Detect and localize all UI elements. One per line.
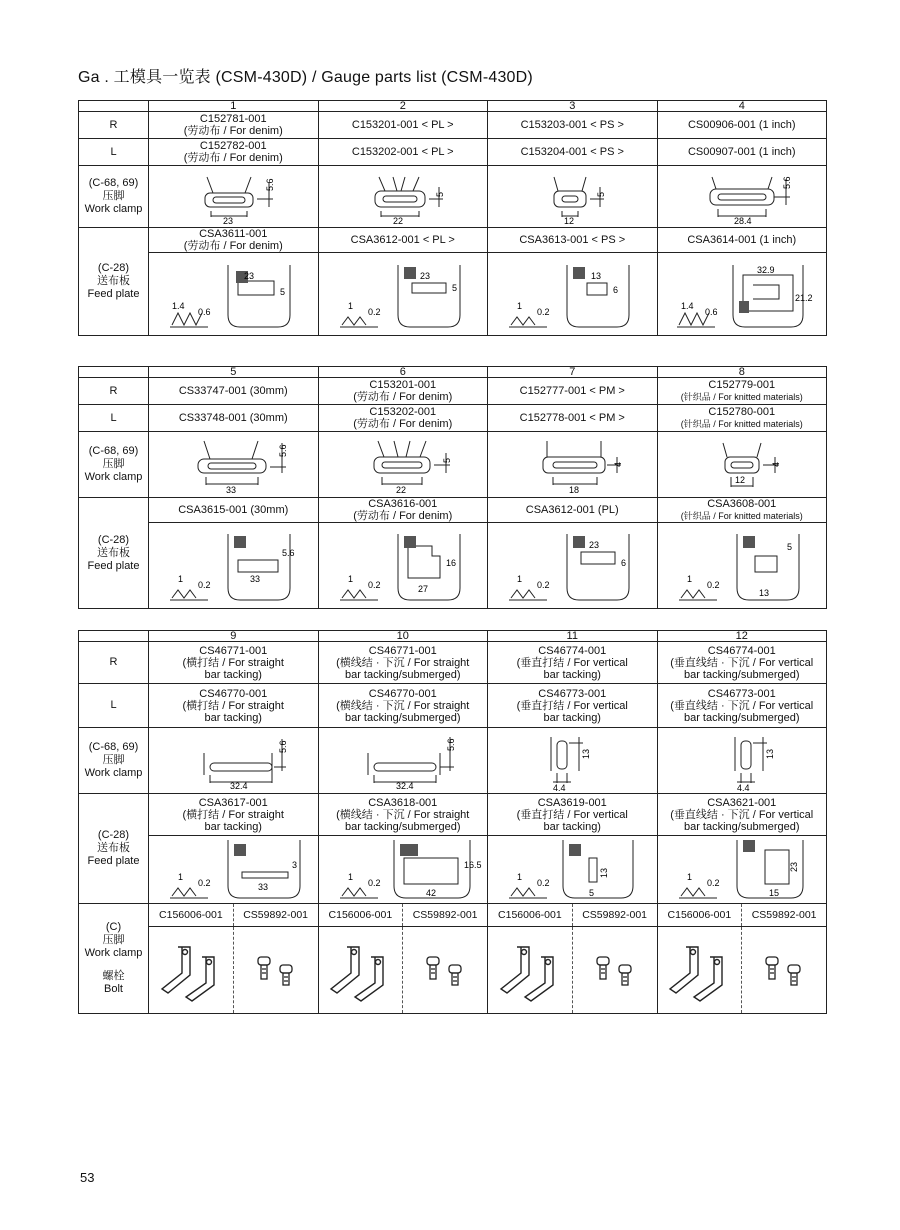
part-code-cell: C153201-001 < PL >: [318, 112, 488, 139]
column-number: 1: [149, 101, 319, 112]
work-clamp-row: [79, 728, 827, 794]
row-label-r: R: [79, 642, 149, 684]
svg-text:16: 16: [445, 557, 456, 568]
row-label-l: L: [79, 684, 149, 728]
feed-plate-diagram: [328, 838, 482, 902]
svg-text:33: 33: [226, 484, 237, 495]
bolt-drawing-cell: [657, 927, 827, 1014]
row-label-feed-plate: (C-28) 送布板 Feed plate: [79, 794, 149, 904]
row-label-r: R: [79, 378, 149, 405]
part-code-cell: CSA3615-001 (30mm): [149, 498, 319, 523]
svg-text:1: 1: [178, 573, 184, 584]
svg-text:5.6: 5.6: [781, 175, 792, 189]
feed-plate-drawing: [657, 253, 827, 336]
row-label-feed-plate: (C-28) 送布板 Feed plate: [79, 498, 149, 609]
clamp-arm-icon: [664, 935, 734, 1005]
part-code-cell: C153203-001 < PS >: [488, 112, 658, 139]
svg-text:27: 27: [417, 583, 428, 594]
svg-text:0.2: 0.2: [367, 307, 381, 317]
work-clamp-diagram: [328, 731, 478, 791]
svg-text:42: 42: [425, 887, 436, 898]
svg-text:6: 6: [621, 557, 627, 568]
svg-text:3: 3: [292, 859, 298, 870]
column-number: 10: [318, 631, 488, 642]
part-code-cell: CS46771-001 (横线结 · 下沉 / For straight bar tacking/submerged): [318, 642, 488, 684]
work-clamp-drawing: [657, 432, 827, 498]
svg-text:32.9: 32.9: [756, 265, 775, 275]
bolt-icon: [754, 945, 814, 995]
column-number: 8: [657, 367, 827, 378]
svg-text:4: 4: [770, 461, 781, 467]
svg-text:1.4: 1.4: [172, 301, 185, 311]
column-number: 5: [149, 367, 319, 378]
bolt-drawing-row: [79, 927, 827, 1014]
part-code-cell: C152777-001 < PM >: [488, 378, 658, 405]
part-code-cell: CS46774-001 (垂直打结 / For vertical bar tacking): [488, 642, 658, 684]
clamp-arm-icon: [495, 935, 565, 1005]
part-code-cell: C152781-001 (劳动布 / For denim): [149, 112, 319, 139]
feed-plate-diagram: [158, 255, 308, 333]
svg-text:0.2: 0.2: [367, 579, 381, 590]
feed-plate-drawing-row: [79, 253, 827, 336]
svg-text:13: 13: [764, 748, 775, 759]
svg-text:4: 4: [613, 461, 624, 467]
part-code-cell: CSA3619-001 (垂直打结 / For vertical bar tacking): [488, 794, 658, 836]
row-label-work-clamp: (C-68, 69) 压脚 Work clamp: [79, 728, 149, 794]
svg-text:1: 1: [517, 301, 523, 311]
feed-plate-diagram: [667, 255, 817, 333]
part-code-cell: CSA3612-001 (PL): [488, 498, 658, 523]
work-clamp-drawing: [149, 432, 319, 498]
svg-text:1.4: 1.4: [680, 301, 694, 311]
svg-text:0.2: 0.2: [537, 579, 550, 590]
bolt-drawing-cell: [149, 927, 319, 1014]
work-clamp-drawing: [657, 728, 827, 794]
svg-text:23: 23: [589, 539, 600, 550]
svg-text:23: 23: [223, 215, 234, 226]
feed-plate-drawing: [318, 523, 488, 609]
work-clamp-drawing: [149, 728, 319, 794]
feed-plate-drawing: [149, 253, 319, 336]
svg-text:0.2: 0.2: [706, 877, 720, 888]
feed-plate-drawing: [318, 836, 488, 904]
svg-text:18: 18: [569, 484, 580, 495]
part-code-cell: C152782-001 (劳动布 / For denim): [149, 139, 319, 166]
gauge-table-3: [78, 630, 827, 1014]
part-code-cell: C153202-001 (劳动布 / For denim): [318, 405, 488, 432]
svg-text:1: 1: [347, 301, 353, 311]
svg-text:21.2: 21.2: [794, 293, 813, 303]
part-code-cell: CSA3617-001 (横打结 / For straight bar tacking): [149, 794, 319, 836]
bolt-drawing-cell: [318, 927, 488, 1014]
part-code-cell: CSA3621-001 (垂直线结 · 下沉 / For vertical bar tacking/submerged): [657, 794, 827, 836]
svg-text:1: 1: [517, 871, 523, 882]
part-code-cell: C153201-001 (劳动布 / For denim): [318, 378, 488, 405]
svg-text:0.2: 0.2: [198, 579, 211, 590]
svg-text:0.6: 0.6: [198, 307, 211, 317]
part-code-cell: C153204-001 < PS >: [488, 139, 658, 166]
feed-plate-diagram: [497, 526, 647, 606]
l-row: [79, 139, 827, 166]
svg-text:5: 5: [596, 191, 607, 197]
svg-text:5: 5: [589, 887, 595, 898]
work-clamp-diagram: [497, 435, 647, 495]
r-row: [79, 378, 827, 405]
feed-plate-drawing: [488, 253, 658, 336]
bolt-icon: [585, 945, 645, 995]
svg-text:4.4: 4.4: [553, 782, 566, 793]
column-number: 7: [488, 367, 658, 378]
svg-text:5: 5: [434, 191, 445, 197]
feed-plate-drawing: [149, 523, 319, 609]
svg-text:6: 6: [613, 285, 619, 295]
svg-text:5: 5: [441, 457, 452, 463]
column-number: 3: [488, 101, 658, 112]
svg-text:12: 12: [564, 215, 575, 226]
feed-plate-drawing: [488, 836, 658, 904]
work-clamp-drawing: [488, 728, 658, 794]
svg-text:5.6: 5.6: [282, 547, 295, 558]
part-code-cell: CS46770-001 (横打结 / For straight bar tacking): [149, 684, 319, 728]
svg-text:4.4: 4.4: [736, 782, 750, 793]
svg-text:1: 1: [347, 871, 353, 882]
svg-text:1: 1: [686, 573, 692, 584]
clamp-arm-icon: [156, 935, 226, 1005]
svg-text:0.2: 0.2: [537, 877, 550, 888]
svg-text:16.5: 16.5: [463, 859, 482, 870]
part-code-cell: CSA3618-001 (横线结 · 下沉 / For straight bar tacking/submerged): [318, 794, 488, 836]
part-code-cell: CSA3611-001 (劳动布 / For denim): [149, 228, 319, 253]
r-row: [79, 112, 827, 139]
work-clamp-drawing: [318, 728, 488, 794]
bolt-drawing-cell: [488, 927, 658, 1014]
feed-plate-code-row: [79, 498, 827, 523]
part-code-cell: CSA3613-001 < PS >: [488, 228, 658, 253]
svg-text:23: 23: [419, 271, 430, 281]
work-clamp-drawing: [488, 166, 658, 228]
bolt-icon: [415, 945, 475, 995]
svg-text:5.6: 5.6: [278, 443, 289, 457]
feed-plate-diagram: [158, 526, 308, 606]
part-code-cell: C152778-001 < PM >: [488, 405, 658, 432]
column-number: 4: [657, 101, 827, 112]
l-row: [79, 684, 827, 728]
work-clamp-row: [79, 166, 827, 228]
column-number: 6: [318, 367, 488, 378]
l-row: [79, 405, 827, 432]
feed-plate-drawing: [318, 253, 488, 336]
column-number: 11: [488, 631, 658, 642]
svg-text:1: 1: [347, 573, 353, 584]
svg-text:33: 33: [250, 573, 261, 584]
column-number: 2: [318, 101, 488, 112]
part-code-cell: CS46771-001 (横打结 / For straight bar tacking): [149, 642, 319, 684]
work-clamp-diagram: [667, 435, 817, 495]
feed-plate-diagram: [667, 838, 817, 902]
part-code-cell: CS00907-001 (1 inch): [657, 139, 827, 166]
part-code-cell: CSA3608-001 (针织品 / For knitted materials): [657, 498, 827, 523]
feed-plate-drawing: [149, 836, 319, 904]
row-label-r: R: [79, 112, 149, 139]
bolt-code-cell: C156006-001 CS59892-001: [149, 904, 319, 927]
column-header-row: [79, 631, 827, 642]
work-clamp-drawing: [657, 166, 827, 228]
part-code-cell: CS00906-001 (1 inch): [657, 112, 827, 139]
part-code-cell: C153202-001 < PL >: [318, 139, 488, 166]
feed-plate-drawing: [657, 523, 827, 609]
svg-text:5.6: 5.6: [278, 739, 289, 753]
column-header-row: [79, 367, 827, 378]
row-label-l: L: [79, 139, 149, 166]
svg-text:1: 1: [686, 871, 692, 882]
gauge-table-1: [78, 100, 827, 336]
work-clamp-diagram: [173, 169, 293, 225]
svg-text:1: 1: [517, 573, 523, 584]
feed-plate-diagram: [158, 838, 308, 902]
bolt-icon: [246, 945, 306, 995]
row-label-work-clamp: (C-68, 69) 压脚 Work clamp: [79, 166, 149, 228]
part-code-cell: CSA3616-001 (劳动布 / For denim): [318, 498, 488, 523]
part-code-cell: CS46770-001 (横线结 · 下沉 / For straight bar tacking/submerged): [318, 684, 488, 728]
svg-text:12: 12: [734, 474, 745, 485]
svg-text:13: 13: [758, 587, 769, 598]
work-clamp-diagram: [343, 169, 463, 225]
svg-text:13: 13: [599, 867, 610, 878]
bolt-code-row: [79, 904, 827, 927]
svg-text:22: 22: [395, 484, 406, 495]
feed-plate-diagram: [667, 526, 817, 606]
svg-text:5: 5: [280, 287, 286, 297]
part-code-cell: CS46773-001 (垂直线结 · 下沉 / For vertical bar tacking/submerged): [657, 684, 827, 728]
part-code-cell: CSA3614-001 (1 inch): [657, 228, 827, 253]
svg-text:23: 23: [244, 271, 255, 281]
part-code-cell: CS46773-001 (垂直打结 / For vertical bar tacking): [488, 684, 658, 728]
bolt-code-cell: C156006-001 CS59892-001: [318, 904, 488, 927]
feed-plate-diagram: [328, 526, 478, 606]
bolt-code-cell: C156006-001 CS59892-001: [488, 904, 658, 927]
work-clamp-diagram: [158, 731, 308, 791]
feed-plate-drawing-row: [79, 836, 827, 904]
feed-plate-diagram: [328, 255, 478, 333]
svg-text:0.2: 0.2: [198, 877, 211, 888]
row-label-work-clamp-bolt: (C) 压脚 Work clamp 螺栓 Bolt: [79, 904, 149, 1014]
r-row: [79, 642, 827, 684]
svg-text:0.6: 0.6: [704, 307, 718, 317]
feed-plate-code-row: [79, 794, 827, 836]
feed-plate-drawing: [488, 523, 658, 609]
part-code-cell: CSA3612-001 < PL >: [318, 228, 488, 253]
part-code-cell: C152780-001 (针织品 / For knitted materials): [657, 405, 827, 432]
svg-text:22: 22: [392, 215, 403, 226]
work-clamp-row: [79, 432, 827, 498]
part-code-cell: CS33748-001 (30mm): [149, 405, 319, 432]
row-label-feed-plate: (C-28) 送布板 Feed plate: [79, 228, 149, 336]
svg-text:5: 5: [786, 541, 792, 552]
work-clamp-diagram: [682, 169, 802, 225]
svg-text:5.6: 5.6: [265, 177, 276, 191]
row-label-work-clamp: (C-68, 69) 压脚 Work clamp: [79, 432, 149, 498]
part-code-cell: CS33747-001 (30mm): [149, 378, 319, 405]
feed-plate-code-row: [79, 228, 827, 253]
svg-text:32.4: 32.4: [395, 780, 414, 791]
clamp-arm-icon: [325, 935, 395, 1005]
page-title: Ga . 工模具一览表 (CSM-430D) / Gauge parts list (CSM-430D): [78, 69, 533, 86]
work-clamp-drawing: [318, 166, 488, 228]
feed-plate-diagram: [497, 838, 647, 902]
svg-text:0.2: 0.2: [367, 877, 381, 888]
svg-text:0.2: 0.2: [706, 579, 720, 590]
svg-text:28.4: 28.4: [733, 215, 752, 226]
feed-plate-diagram: [497, 255, 647, 333]
column-header-row: [79, 101, 827, 112]
svg-text:0.2: 0.2: [537, 307, 550, 317]
svg-text:1: 1: [178, 871, 184, 882]
svg-text:5.6: 5.6: [445, 737, 456, 751]
svg-text:13: 13: [591, 271, 602, 281]
column-number: 9: [149, 631, 319, 642]
work-clamp-diagram: [512, 169, 632, 225]
work-clamp-drawing: [488, 432, 658, 498]
work-clamp-diagram: [667, 731, 817, 791]
feed-plate-drawing: [657, 836, 827, 904]
gauge-table-2: [78, 366, 827, 609]
part-code-cell: CS46774-001 (垂直线结 · 下沉 / For vertical bar tacking/submerged): [657, 642, 827, 684]
column-number: 12: [657, 631, 827, 642]
svg-text:15: 15: [768, 887, 779, 898]
page-number: 53: [80, 1170, 95, 1185]
svg-text:23: 23: [788, 861, 799, 872]
svg-text:33: 33: [258, 881, 269, 892]
work-clamp-drawing: [149, 166, 319, 228]
work-clamp-drawing: [318, 432, 488, 498]
work-clamp-diagram: [158, 435, 308, 495]
bolt-code-cell: C156006-001 CS59892-001: [657, 904, 827, 927]
part-code-cell: C152779-001 (针织品 / For knitted materials): [657, 378, 827, 405]
work-clamp-diagram: [497, 731, 647, 791]
svg-text:13: 13: [581, 748, 592, 759]
svg-text:32.4: 32.4: [230, 780, 248, 791]
feed-plate-drawing-row: [79, 523, 827, 609]
svg-text:5: 5: [451, 283, 457, 293]
work-clamp-diagram: [328, 435, 478, 495]
row-label-l: L: [79, 405, 149, 432]
